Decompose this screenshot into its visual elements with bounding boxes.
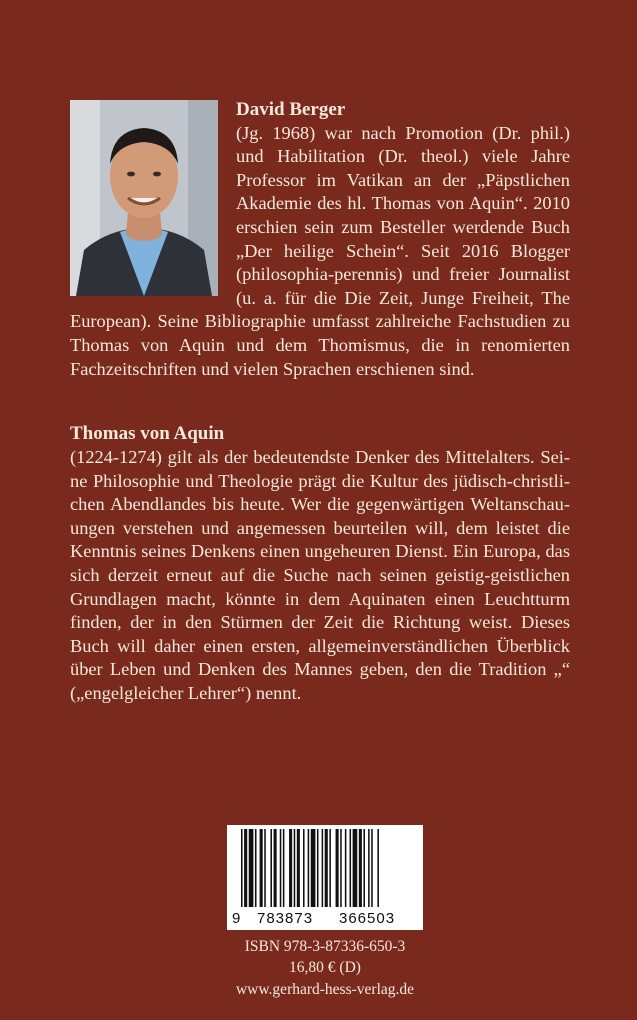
barcode-bar bbox=[322, 829, 324, 907]
barcode-bar bbox=[329, 829, 331, 907]
barcode-bar bbox=[264, 829, 266, 907]
barcode-bar bbox=[350, 829, 352, 907]
barcode-bar bbox=[249, 829, 254, 907]
barcode-bar bbox=[294, 829, 296, 907]
barcode-digits-right: 366503 bbox=[339, 910, 396, 927]
barcode-bar bbox=[377, 829, 379, 907]
barcode-bar bbox=[260, 829, 263, 907]
barcode-bar bbox=[274, 829, 277, 907]
barcode-bar bbox=[308, 829, 310, 907]
barcode-bar bbox=[345, 829, 347, 907]
barcode-bar bbox=[303, 829, 305, 907]
barcode-bar bbox=[283, 829, 285, 907]
author-bio-paragraph bbox=[70, 98, 570, 381]
barcode-digit-first: 9 bbox=[232, 910, 242, 927]
barcode-bar bbox=[317, 829, 319, 907]
barcode-bar bbox=[353, 829, 358, 907]
barcode-bars bbox=[227, 825, 423, 911]
barcode-bar bbox=[359, 829, 362, 907]
price-label: 16,80 € (D) bbox=[289, 959, 361, 976]
barcode-digits-left: 783873 bbox=[257, 910, 314, 927]
barcode-bar bbox=[368, 829, 370, 907]
subject-title: Thomas von Aquin bbox=[70, 423, 225, 444]
barcode-bar bbox=[255, 829, 257, 907]
barcode-bar bbox=[280, 829, 282, 907]
barcode-bar bbox=[297, 829, 300, 907]
barcode-bar bbox=[336, 829, 339, 907]
author-bio-text: (Jg. 1968) war nach Promotion (Dr. phil.) und Habilitation (Dr. theol.) viele Jahre Professor im Vatikan an der „Päpstlichen Akademie des hl. Thomas von Aquin“. 2010 erschien sein zum Besteller werdende Buch „Der heilige Schein“. Seit 2016 Blogger (philosophia-perennis) und freier Journalist (u. a. für die Die Zeit, Junge Freiheit, The European). Seine Bibliographie umfasst zahlreiche Fachstudien zu Thomas von Aquin und dem Thomismus, die in renomierten Fachzeitschriften und vielen Sprachen erschienen sind. bbox=[70, 122, 570, 379]
barcode-bar bbox=[311, 829, 316, 907]
barcode-bar bbox=[244, 829, 247, 907]
author-name: David Berger bbox=[236, 99, 346, 120]
barcode-bar bbox=[289, 829, 292, 907]
photo-spacer bbox=[70, 98, 236, 310]
subject-description: (1224-1274) gilt als der bedeutendste Denker des Mittelalters. Seine Philosophie und Theologie prägt die Kultur des jüdisch-christlichen Abendlandes bis heute. Wer die gegenwärtigen Weltanschauungen verstehen und angemessen beurteilen will, dem leistet die Kenntnis seines Denkens einen ungeheuren Dienst. Ein Europa, das sich derzeit erneut auf die Suche nach seinen geistig-geistlichen Grundlagen macht, könnte in dem Aquinaten einen Leuchtturm finden, der in den Stürmen der Zeit die Richtung weist. Dieses Buch will daher einen ersten, allgemeinverständlichen Überblick über Leben und Denken des Mannes geben, den die Tradition „“ („engelgleicher Lehrer“) nennt. bbox=[70, 447, 570, 703]
barcode-bar bbox=[270, 829, 272, 907]
barcode-bar bbox=[363, 829, 365, 907]
isbn-label: ISBN 978-3-87336-650-3 bbox=[244, 938, 406, 955]
barcode-bar bbox=[371, 829, 373, 907]
barcode bbox=[227, 825, 423, 930]
barcode-bar bbox=[340, 829, 342, 907]
barcode-bar bbox=[241, 829, 243, 907]
publisher-website[interactable]: www.gerhard-hess-verlag.de bbox=[235, 981, 415, 998]
barcode-bar bbox=[325, 829, 328, 907]
